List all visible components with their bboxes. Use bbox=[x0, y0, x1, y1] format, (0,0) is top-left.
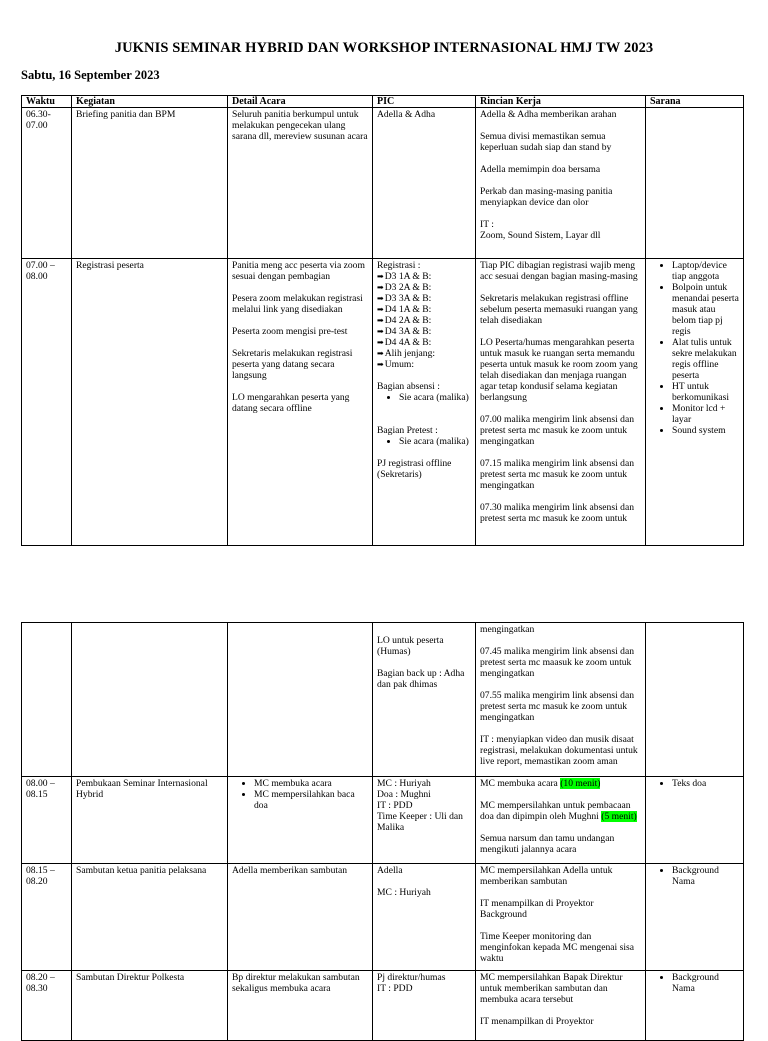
cell-detail-acara bbox=[228, 777, 373, 864]
pic-text: Pj direktur/humas bbox=[377, 972, 446, 983]
cell-sarana bbox=[646, 259, 744, 546]
list-item: • Background Nama bbox=[672, 865, 739, 887]
rincian-text: Adella memimpin doa bersama bbox=[480, 164, 601, 175]
cell-kegiatan bbox=[72, 623, 228, 777]
rincian-text bbox=[480, 800, 641, 822]
list-item: • Bolpoin untuk menandai peserta masuk atau belom tiap pj regis bbox=[672, 282, 739, 337]
header-waktu: Waktu bbox=[22, 96, 72, 108]
list-item: • Alat tulis untuk sekre melakukan regis offline peserta bbox=[672, 337, 739, 381]
cell-pic bbox=[373, 623, 476, 777]
pic-registrasi-item: ➡ D3 3A & B: bbox=[377, 293, 471, 304]
cell-pic bbox=[373, 971, 476, 1041]
cell-kegiatan: Briefing panitia dan BPM bbox=[72, 108, 228, 259]
list-item: • Teks doa bbox=[672, 778, 739, 789]
duration-highlight: (10 menit) bbox=[560, 778, 601, 789]
document-title: JUKNIS SEMINAR HYBRID DAN WORKSHOP INTERNASIONAL HMJ TW 2023 bbox=[114, 40, 654, 56]
pic-text: LO untuk peserta (Humas) bbox=[377, 635, 444, 657]
list-item: • Monitor lcd + layar bbox=[672, 403, 739, 425]
cell-sarana bbox=[646, 777, 744, 864]
pic-registrasi-label: Registrasi : bbox=[377, 260, 421, 271]
header-sarana: Sarana bbox=[646, 96, 744, 108]
cell-detail-acara bbox=[228, 108, 373, 259]
cell-pic bbox=[373, 777, 476, 864]
list-item: • MC membuka acara bbox=[254, 778, 368, 789]
detail-text: Adella memberikan sambutan bbox=[232, 865, 348, 876]
cell-kegiatan: Sambutan Direktur Polkesta bbox=[72, 971, 228, 1041]
detail-text: Panitia meng acc peserta via zoom sesuai dengan pembagian bbox=[232, 260, 365, 282]
header-rincian-kerja: Rincian Kerja bbox=[476, 96, 646, 108]
pic-registrasi-item: ➡ Alih jenjang: bbox=[377, 348, 471, 359]
detail-text: Peserta zoom mengisi pre-test bbox=[232, 326, 348, 337]
table-row bbox=[22, 777, 744, 864]
cell-rincian-kerja bbox=[476, 259, 646, 546]
rincian-text bbox=[480, 778, 641, 789]
pic-pretest-label: Bagian Pretest : bbox=[377, 425, 438, 436]
schedule-table-page-1 bbox=[21, 95, 744, 546]
cell-rincian-kerja bbox=[476, 971, 646, 1041]
pic-registrasi-item: ➡ D4 2A & B: bbox=[377, 315, 471, 326]
rincian-text: Time Keeper monitoring dan menginfokan kepada MC mengenai sisa waktu bbox=[480, 931, 634, 964]
cell-pic bbox=[373, 108, 476, 259]
cell-pic bbox=[373, 864, 476, 971]
list-item: • Sie acara (malika) bbox=[399, 436, 471, 447]
rincian-text: IT menampilkan di Proyektor Background bbox=[480, 898, 594, 920]
sarana-list bbox=[650, 865, 739, 887]
rincian-text: IT menampilkan di Proyektor bbox=[480, 1016, 594, 1027]
sarana-list bbox=[650, 260, 739, 436]
pic-text: Time Keeper : Uli dan Malika bbox=[377, 811, 463, 833]
rincian-text: MC mempersilahkan Bapak Direktur untuk memberikan sambutan dan membuka acara tersebut bbox=[480, 972, 623, 1005]
duration-highlight: (5 menit) bbox=[601, 811, 637, 822]
cell-waktu: 08.00 – 08.15 bbox=[22, 777, 72, 864]
rincian-text: 07.15 malika mengirim link absensi dan pretest serta mc masuk ke zoom untuk mengingatkan bbox=[480, 458, 635, 491]
header-detail-acara: Detail Acara bbox=[228, 96, 373, 108]
rincian-text-part: MC membuka acara bbox=[480, 778, 558, 789]
pic-absensi-label: Bagian absensi : bbox=[377, 381, 440, 392]
pic-text: MC : Huriyah bbox=[377, 887, 431, 898]
table-row bbox=[22, 971, 744, 1041]
pic-text: Bagian back up : Adha dan pak dhimas bbox=[377, 668, 465, 690]
pic-registrasi-item: ➡ D3 2A & B: bbox=[377, 282, 471, 293]
pic-registrasi-item: ➡ D4 4A & B: bbox=[377, 337, 471, 348]
cell-detail-acara bbox=[228, 259, 373, 546]
rincian-text: IT : bbox=[480, 219, 494, 230]
pic-text: MC : Huriyah bbox=[377, 778, 431, 789]
rincian-text: Adella & Adha memberikan arahan bbox=[480, 109, 617, 120]
detail-text: Bp direktur melakukan sambutan sekaligus membuka acara bbox=[232, 972, 360, 994]
rincian-text: Semua divisi memastikan semua keperluan sudah siap dan stand by bbox=[480, 131, 612, 153]
sarana-list bbox=[650, 972, 739, 994]
rincian-text: 07.30 malika mengirim link absensi dan pretest serta mc masuk ke zoom untuk bbox=[480, 502, 635, 524]
list-item: • Sie acara (malika) bbox=[399, 392, 471, 403]
cell-kegiatan: Registrasi peserta bbox=[72, 259, 228, 546]
cell-detail-acara bbox=[228, 864, 373, 971]
pic-registrasi-item: ➡ D4 1A & B: bbox=[377, 304, 471, 315]
rincian-text: IT : menyiapkan video dan musik disaat registrasi, melakukan dokumentasi untuk live report, memastikan zoom aman bbox=[480, 734, 638, 767]
detail-text: LO mengarahkan peserta yang datang secara offline bbox=[232, 392, 350, 414]
header-pic: PIC bbox=[373, 96, 476, 108]
cell-kegiatan: Sambutan ketua panitia pelaksana bbox=[72, 864, 228, 971]
table-row bbox=[22, 259, 744, 546]
pic-absensi-list bbox=[377, 392, 471, 403]
cell-sarana bbox=[646, 971, 744, 1041]
sarana-list bbox=[650, 778, 739, 789]
list-item: • Laptop/device tiap anggota bbox=[672, 260, 739, 282]
table-row bbox=[22, 623, 744, 777]
rincian-text: 07.00 malika mengirim link absensi dan pretest serta mc masuk ke zoom untuk mengingatkan bbox=[480, 414, 635, 447]
cell-waktu bbox=[22, 623, 72, 777]
cell-sarana bbox=[646, 108, 744, 259]
detail-text: Seluruh panitia berkumpul untuk melakukan pengecekan ulang sarana dll, mereview susunan acara bbox=[232, 109, 368, 142]
cell-sarana bbox=[646, 864, 744, 971]
cell-waktu: 07.00 – 08.00 bbox=[22, 259, 72, 546]
cell-pic bbox=[373, 259, 476, 546]
pic-pretest-list bbox=[377, 436, 471, 447]
pic-text: Doa : Mughni bbox=[377, 789, 431, 800]
document-date: Sabtu, 16 September 2023 bbox=[21, 68, 160, 82]
table-row bbox=[22, 108, 744, 259]
rincian-text: Tiap PIC dibagian registrasi wajib meng acc sesuai dengan bagian masing-masing bbox=[480, 260, 638, 282]
pic-registrasi-item: ➡ Umum: bbox=[377, 359, 471, 370]
list-item: • MC mempersilahkan baca doa bbox=[254, 789, 368, 811]
rincian-text: Perkab dan masing-masing panitia menyiapkan device dan olor bbox=[480, 186, 613, 208]
cell-rincian-kerja bbox=[476, 864, 646, 971]
cell-rincian-kerja bbox=[476, 623, 646, 777]
rincian-text: mengingatkan bbox=[480, 624, 535, 635]
rincian-text: Sekretaris melakukan registrasi offline sebelum peserta memasuki ruangan yang telah disediakan bbox=[480, 293, 638, 326]
cell-kegiatan: Pembukaan Seminar Internasional Hybrid bbox=[72, 777, 228, 864]
rincian-text: 07.45 malika mengirim link absensi dan pretest serta mc maasuk ke zoom untuk mengingatkan bbox=[480, 646, 635, 679]
schedule-table-page-2 bbox=[21, 622, 744, 1041]
list-item: • Sound system bbox=[672, 425, 739, 436]
rincian-text: 07.55 malika mengirim link absensi dan pretest serta mc masuk ke zoom untuk mengingatkan bbox=[480, 690, 635, 723]
cell-waktu: 06.30-07.00 bbox=[22, 108, 72, 259]
table-header-row bbox=[22, 96, 744, 108]
rincian-text: LO Peserta/humas mengarahkan peserta untuk masuk ke ruangan serta memandu peserta untuk masuk ke room zoom yang telah disediakan dan menjaga ruangan agar tetap kondusif selama kegiatan berlangsung bbox=[480, 337, 638, 403]
cell-rincian-kerja bbox=[476, 777, 646, 864]
pic-text: Adella & Adha bbox=[377, 109, 436, 120]
pic-registrasi-item: ➡ D3 1A & B: bbox=[377, 271, 471, 282]
detail-text: Sekretaris melakukan registrasi peserta yang datang secara langsung bbox=[232, 348, 353, 381]
cell-detail-acara bbox=[228, 623, 373, 777]
cell-sarana bbox=[646, 623, 744, 777]
pic-text: Adella bbox=[377, 865, 403, 876]
pic-registrasi-item: ➡ D4 3A & B: bbox=[377, 326, 471, 337]
rincian-text: MC mempersilahkan Adella untuk memberikan sambutan bbox=[480, 865, 613, 887]
rincian-text: Semua narsum dan tamu undangan mengikuti jalannya acara bbox=[480, 833, 615, 855]
header-kegiatan: Kegiatan bbox=[72, 96, 228, 108]
cell-detail-acara bbox=[228, 971, 373, 1041]
cell-waktu: 08.15 – 08.20 bbox=[22, 864, 72, 971]
pic-offline: PJ registrasi offline (Sekretaris) bbox=[377, 458, 452, 480]
rincian-text: Zoom, Sound Sistem, Layar dll bbox=[480, 230, 601, 241]
list-item: • HT untuk berkomunikasi bbox=[672, 381, 739, 403]
detail-text: Pesera zoom melakukan registrasi melalui link yang disediakan bbox=[232, 293, 363, 315]
pic-text: IT : PDD bbox=[377, 983, 413, 994]
cell-waktu: 08.20 – 08.30 bbox=[22, 971, 72, 1041]
detail-list bbox=[232, 778, 368, 811]
rincian-text-part: MC mempersilahkan untuk pembacaan doa dan dipimpin oleh Mughni bbox=[480, 800, 631, 822]
list-item: • Background Nama bbox=[672, 972, 739, 994]
pic-text: IT : PDD bbox=[377, 800, 413, 811]
table-row bbox=[22, 864, 744, 971]
cell-rincian-kerja bbox=[476, 108, 646, 259]
